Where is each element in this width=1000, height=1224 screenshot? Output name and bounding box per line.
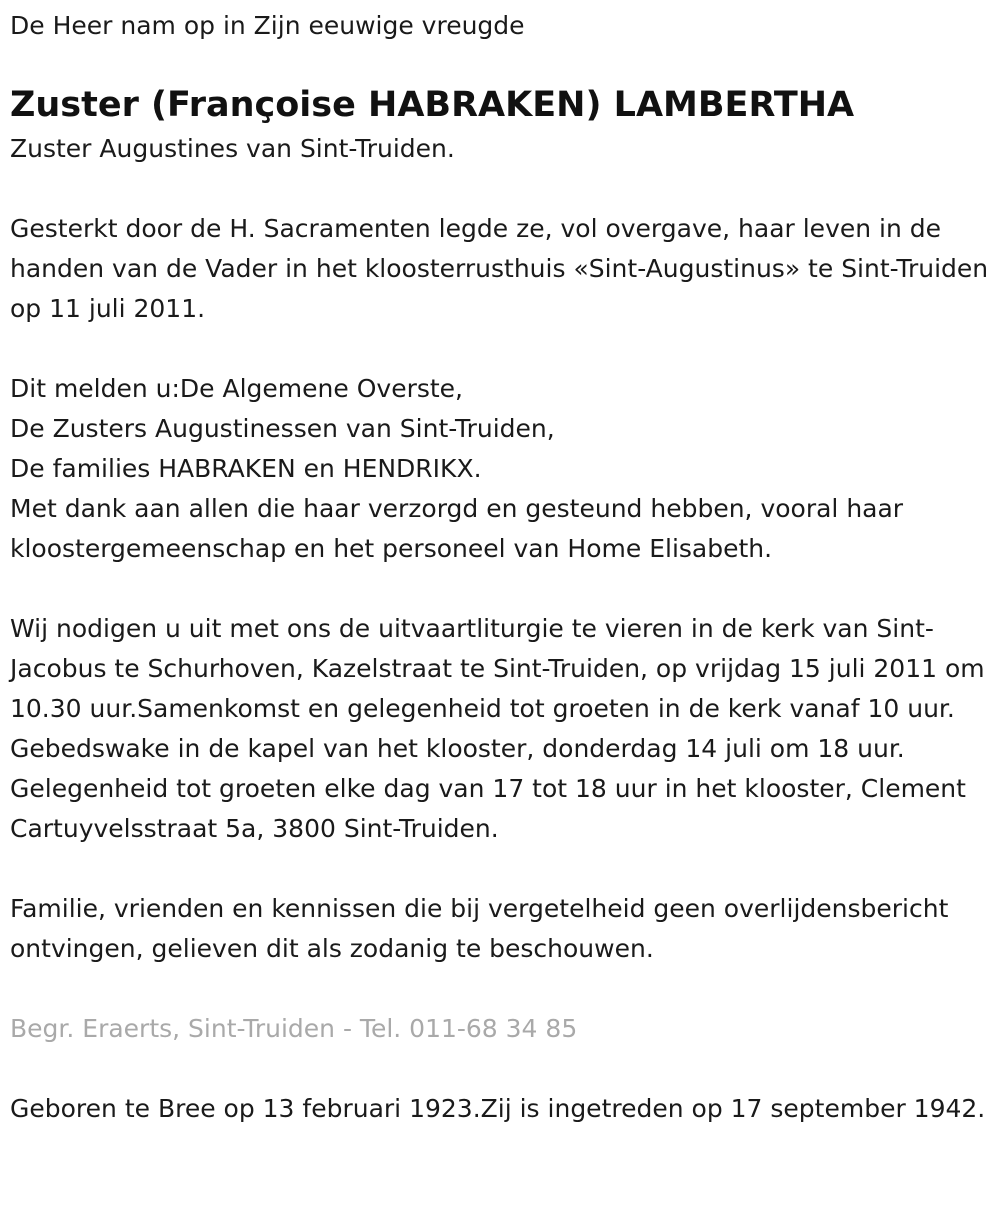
announcer-line: De families HABRAKEN en HENDRIKX. xyxy=(10,454,482,483)
obituary-document xyxy=(10,0,995,1129)
prayer-vigil-line: Gebedswake in de kapel van het klooster, donderdag 14 juli om 18 uur. xyxy=(10,734,905,763)
notice-paragraph: Familie, vrienden en kennissen die bij vergetelheid geen overlijdensbericht ontvingen, gelieven dit als zodanig te beschouwen. xyxy=(10,894,949,963)
notice-section xyxy=(10,889,995,969)
funeral-liturgy-paragraph: Wij nodigen u uit met ons de uitvaartliturgie te vieren in de kerk van Sint-Jacobus te Schurhoven, Kazelstraat te Sint-Truiden, op vrijdag 15 juli 2011 om 10.30 uur.Samenkomst en gelegenheid tot groeten in de kerk vanaf 10 uur. xyxy=(10,614,985,723)
death-notice-section xyxy=(10,209,995,329)
deceased-subtitle: Zuster Augustines van Sint-Truiden. xyxy=(10,134,455,163)
birth-paragraph: Geboren te Bree op 13 februari 1923.Zij is ingetreden op 17 september 1942. xyxy=(10,1094,986,1123)
announcer-line: De Zusters Augustinessen van Sint-Truiden, xyxy=(10,414,555,443)
intro-line: De Heer nam op in Zijn eeuwige vreugde xyxy=(10,11,525,40)
ceremony-section xyxy=(10,609,995,849)
birth-section xyxy=(10,1089,995,1129)
funeral-home-section xyxy=(10,1009,995,1049)
thanks-paragraph: Met dank aan allen die haar verzorgd en gesteund hebben, vooral haar kloostergemeenschap en het personeel van Home Elisabeth. xyxy=(10,494,904,563)
funeral-home-contact: Begr. Eraerts, Sint-Truiden - Tel. 011-68 34 85 xyxy=(10,1014,578,1043)
deceased-name: Zuster (Françoise HABRAKEN) LAMBERTHA xyxy=(10,85,855,125)
announcer-line: Dit melden u:De Algemene Overste, xyxy=(10,374,464,403)
visitation-paragraph: Gelegenheid tot groeten elke dag van 17 tot 18 uur in het klooster, Clement Cartuyvelsstraat 5a, 3800 Sint-Truiden. xyxy=(10,774,966,843)
death-notice-paragraph: Gesterkt door de H. Sacramenten legde ze, vol overgave, haar leven in de handen van de Vader in het kloosterrusthuis «Sint-Augustinus» te Sint-Truiden op 11 juli 2011. xyxy=(10,214,989,323)
announcers-section xyxy=(10,369,995,569)
